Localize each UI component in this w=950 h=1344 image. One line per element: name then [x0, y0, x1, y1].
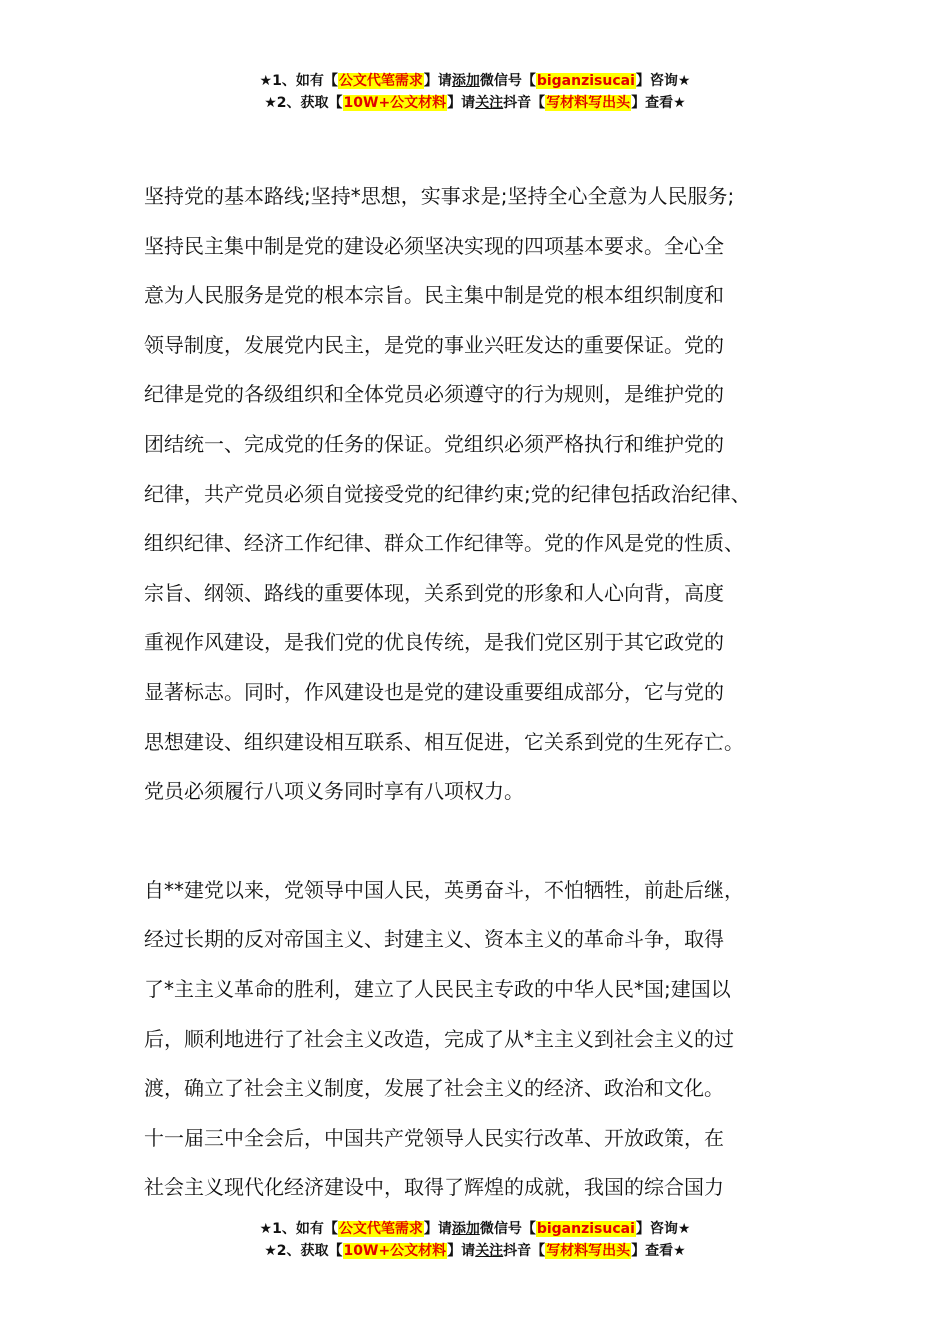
promo-highlight: 10W+公文材料 — [343, 95, 447, 111]
text-line: 坚持党的基本路线;坚持*思想，实事求是;坚持全心全意为人民服务; — [144, 184, 735, 208]
document-body — [144, 172, 824, 1213]
text-line: 重视作风建设，是我们党的优良传统，是我们党区别于其它政党的 — [144, 630, 724, 655]
text-line: 纪律是党的各级组织和全体党员必须遵守的行为规则，是维护党的 — [144, 382, 724, 407]
promo-line-1: ★1、如有【公文代笔需求】请添加微信号【biganzisucai】咨询★ — [259, 73, 691, 89]
text-line: 经过长期的反对帝国主义、封建主义、资本主义的革命斗争，取得 — [144, 927, 724, 952]
text-line: 领导制度，发展党内民主，是党的事业兴旺发达的重要保证。党的 — [144, 332, 724, 357]
text-line: 十一届三中全会后，中国共产党领导人民实行改革、开放政策，在 — [144, 1125, 724, 1150]
text-line: 了*主主义革命的胜利，建立了人民民主专政的中华人民*国;建国以 — [144, 976, 731, 1001]
promo-highlight: 写材料写出头 — [546, 95, 631, 111]
text-line: 坚持民主集中制是党的建设必须坚决实现的四项基本要求。全心全 — [144, 233, 724, 258]
paragraph — [144, 866, 824, 1213]
promo-highlight: 10W+公文材料 — [343, 1243, 447, 1259]
text-line: 意为人民服务是党的根本宗旨。民主集中制是党的根本组织制度和 — [144, 283, 724, 308]
text-line: 自**建党以来，党领导中国人民，英勇奋斗，不怕牺牲，前赴后继， — [144, 877, 744, 902]
text-line: 后，顺利地进行了社会主义改造，完成了从*主主义到社会主义的过 — [144, 1026, 734, 1051]
text-line: 思想建设、组织建设相互联系、相互促进，它关系到党的生死存亡。 — [144, 729, 744, 754]
promo-highlight: 公文代笔需求 — [338, 73, 423, 89]
text-line: 显著标志。同时，作风建设也是党的建设重要组成部分，它与党的 — [144, 679, 724, 704]
promo-line-1: ★1、如有【公文代笔需求】请添加微信号【biganzisucai】咨询★ — [259, 1221, 691, 1237]
promo-highlight: biganzisucai — [536, 1221, 635, 1237]
header-promo-banner — [0, 70, 950, 114]
text-line: 组织纪律、经济工作纪律、群众工作纪律等。党的作风是党的性质、 — [144, 531, 744, 556]
promo-highlight: biganzisucai — [536, 73, 635, 89]
footer-promo-banner — [0, 1218, 950, 1262]
text-line: 社会主义现代化经济建设中，取得了辉煌的成就，我国的综合国力 — [144, 1175, 724, 1200]
promo-highlight: 公文代笔需求 — [338, 1221, 423, 1237]
paragraph — [144, 172, 824, 817]
text-line: 团结统一、完成党的任务的保证。党组织必须严格执行和维护党的 — [144, 431, 724, 456]
text-line: 宗旨、纲领、路线的重要体现，关系到党的形象和人心向背，高度 — [144, 580, 724, 605]
promo-line-2: ★2、获取【10W+公文材料】请关注抖音【写材料写出头】查看★ — [264, 1243, 686, 1259]
text-line: 纪律，共产党员必须自觉接受党的纪律约束;党的纪律包括政治纪律、 — [144, 481, 751, 506]
promo-line-2: ★2、获取【10W+公文材料】请关注抖音【写材料写出头】查看★ — [264, 95, 686, 111]
text-line: 党员必须履行八项义务同时享有八项权力。 — [144, 779, 524, 804]
text-line: 渡，确立了社会主义制度，发展了社会主义的经济、政治和文化。 — [144, 1076, 724, 1101]
promo-highlight: 写材料写出头 — [546, 1243, 631, 1259]
